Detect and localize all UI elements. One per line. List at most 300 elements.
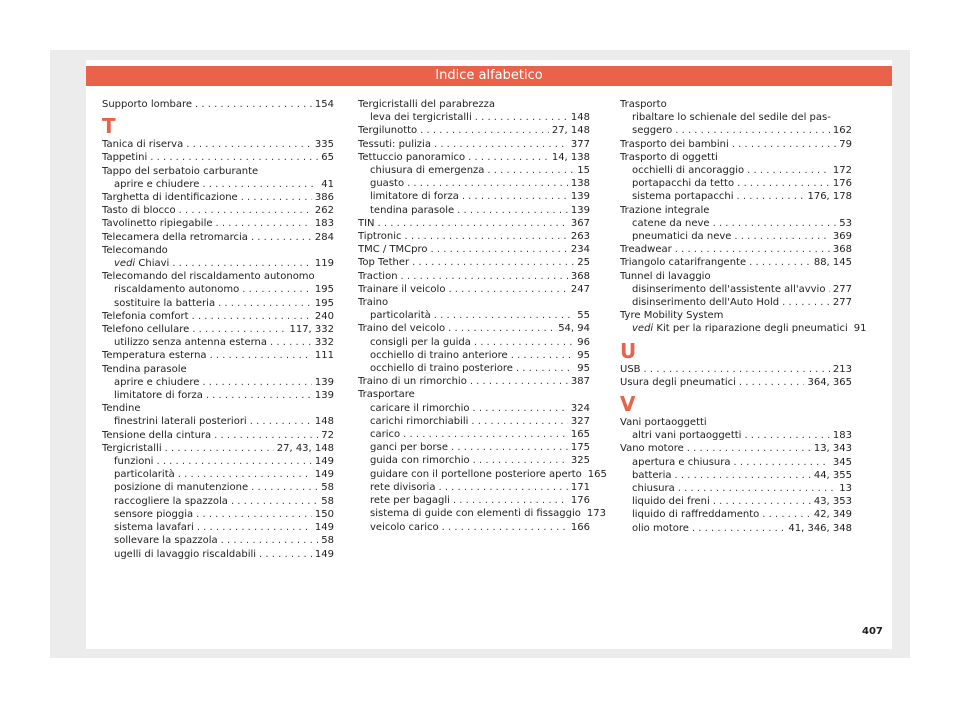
index-heading bbox=[358, 296, 590, 309]
index-heading bbox=[620, 270, 852, 283]
dot-leader bbox=[468, 151, 549, 164]
index-subentry bbox=[620, 124, 852, 137]
dot-leader bbox=[270, 336, 312, 349]
entry-label: riscaldamento autonomo bbox=[114, 284, 240, 296]
index-entry bbox=[620, 138, 852, 151]
index-subentry bbox=[358, 190, 590, 203]
entry-label: funzioni bbox=[114, 456, 154, 468]
dot-leader bbox=[487, 164, 574, 177]
index-entry bbox=[358, 256, 590, 269]
entry-label: catene da neve bbox=[632, 217, 710, 229]
entry-label: Trasporto di oggetti bbox=[620, 151, 718, 163]
entry-label bbox=[632, 322, 848, 335]
index-heading bbox=[620, 204, 852, 217]
dot-leader bbox=[644, 363, 830, 376]
index-entry bbox=[102, 151, 334, 164]
index-subentry bbox=[102, 521, 334, 534]
entry-label: Vano motore bbox=[620, 443, 684, 455]
page-reference: 162 bbox=[832, 125, 852, 137]
dot-leader bbox=[179, 204, 312, 217]
index-subentry bbox=[358, 428, 590, 441]
dot-leader bbox=[442, 521, 568, 534]
index-subentry bbox=[620, 190, 852, 203]
page-reference: 53 bbox=[839, 217, 852, 229]
dot-leader bbox=[762, 508, 811, 521]
entry-label: Top Tether bbox=[358, 257, 410, 269]
index-subentry bbox=[620, 456, 852, 469]
index-subentry bbox=[358, 494, 590, 507]
section-letter: U bbox=[620, 338, 637, 363]
entry-label: pneumatici da neve bbox=[632, 231, 732, 243]
entry-label: aprire e chiudere bbox=[114, 376, 200, 388]
entry-label: Trasporto dei bambini bbox=[620, 138, 729, 150]
entry-label: Tettuccio panoramico bbox=[358, 151, 466, 163]
index-subentry bbox=[620, 482, 852, 495]
dot-leader bbox=[475, 111, 568, 124]
dot-leader bbox=[749, 256, 811, 269]
entry-label: sostituire la batteria bbox=[114, 297, 216, 309]
entry-label: Targhetta di identificazione bbox=[102, 192, 238, 204]
page-reference: 95 bbox=[577, 349, 590, 361]
index-subentry bbox=[102, 336, 334, 349]
section-letter: T bbox=[102, 114, 116, 139]
dot-leader bbox=[747, 164, 830, 177]
entry-label: Temperatura esterna bbox=[102, 350, 207, 362]
index-entry bbox=[102, 310, 334, 323]
dot-leader bbox=[448, 283, 567, 296]
index-subentry bbox=[102, 468, 334, 481]
page-reference: 284 bbox=[314, 231, 334, 243]
dot-leader bbox=[221, 534, 319, 547]
entry-label: olio motore bbox=[632, 522, 689, 534]
page-reference: 166 bbox=[570, 521, 590, 533]
entry-label: utilizzo senza antenna esterna bbox=[114, 337, 268, 349]
dot-leader bbox=[744, 429, 829, 442]
page-reference: 325 bbox=[570, 455, 590, 467]
entry-label: TMC / TMCpro bbox=[358, 244, 428, 256]
page-reference: 65 bbox=[321, 152, 334, 164]
entry-label: occhiello di traino posteriore bbox=[370, 363, 513, 375]
dot-leader bbox=[473, 454, 568, 467]
page-reference: 213 bbox=[832, 363, 852, 375]
entry-label: rete divisoria bbox=[370, 481, 436, 493]
entry-label: chiusura bbox=[632, 483, 675, 495]
dot-leader bbox=[453, 494, 568, 507]
page-reference: 117, 332 bbox=[289, 324, 334, 336]
dot-leader bbox=[739, 376, 805, 389]
dot-leader bbox=[202, 178, 318, 191]
entry-label: limitatore di forza bbox=[114, 390, 203, 402]
entry-label: Tappo del serbatoio carburante bbox=[102, 165, 259, 177]
dot-leader bbox=[216, 217, 312, 230]
entry-label: TIN bbox=[358, 217, 375, 229]
dot-leader bbox=[675, 469, 811, 482]
entry-label: caricare il rimorchio bbox=[370, 402, 470, 414]
dot-leader bbox=[218, 297, 312, 310]
entry-label: sistema portapacchi bbox=[632, 191, 734, 203]
dot-leader bbox=[156, 455, 311, 468]
index-subentry bbox=[358, 349, 590, 362]
dot-leader bbox=[687, 442, 811, 455]
dot-leader bbox=[250, 415, 312, 428]
index-subentry bbox=[620, 522, 852, 535]
index-subentry bbox=[358, 402, 590, 415]
index-entry bbox=[358, 124, 590, 137]
page-reference: 149 bbox=[314, 548, 334, 560]
page-reference: 14, 138 bbox=[551, 151, 590, 163]
dot-leader bbox=[516, 362, 574, 375]
index-entry bbox=[358, 322, 590, 335]
entry-label: Trazione integrale bbox=[620, 204, 710, 216]
index-entry bbox=[358, 375, 590, 388]
page-reference: 335 bbox=[314, 139, 334, 151]
page-reference: 149 bbox=[314, 522, 334, 534]
entry-label: disinserimento dell'assistente all'avvio bbox=[632, 283, 826, 295]
entry-label: Tanica di riserva bbox=[102, 139, 184, 151]
dot-leader bbox=[214, 429, 318, 442]
index-entry bbox=[358, 217, 590, 230]
index-subentry bbox=[620, 495, 852, 508]
dot-leader bbox=[431, 243, 568, 256]
index-subentry bbox=[102, 297, 334, 310]
dot-leader bbox=[438, 481, 567, 494]
dot-leader bbox=[150, 151, 318, 164]
entry-label: finestrini laterali posteriori bbox=[114, 416, 247, 428]
dot-leader bbox=[186, 138, 312, 151]
index-subentry bbox=[358, 362, 590, 375]
page-reference: 154 bbox=[314, 99, 334, 110]
index-entry bbox=[620, 442, 852, 455]
page-reference: 195 bbox=[314, 297, 334, 309]
page-reference: 176, 178 bbox=[807, 191, 852, 203]
index-subentry bbox=[358, 309, 590, 322]
dot-leader bbox=[732, 138, 836, 151]
entry-label: posizione di manutenzione bbox=[114, 482, 249, 494]
index-subentry bbox=[102, 178, 334, 191]
page-reference: 42, 349 bbox=[813, 509, 852, 521]
index-entry bbox=[102, 138, 334, 151]
entry-label: ugelli di lavaggio riscaldabili bbox=[114, 548, 257, 560]
index-heading bbox=[620, 98, 852, 111]
index-subentry bbox=[358, 481, 590, 494]
dot-leader bbox=[470, 375, 568, 388]
page-number: 407 bbox=[862, 626, 883, 637]
page-reference: 139 bbox=[570, 204, 590, 216]
index-subentry bbox=[358, 177, 590, 190]
page-reference: 176 bbox=[570, 495, 590, 507]
index-subentry bbox=[620, 164, 852, 177]
dot-leader bbox=[434, 309, 575, 322]
index-subentry bbox=[620, 322, 867, 335]
entry-label: occhiello di traino anteriore bbox=[370, 349, 508, 361]
page-reference: 41, 346, 348 bbox=[788, 522, 852, 534]
dot-leader bbox=[782, 296, 830, 309]
dot-leader bbox=[192, 310, 312, 323]
index-entry bbox=[358, 243, 590, 256]
index-subentry bbox=[358, 336, 590, 349]
entry-label: Telecomando bbox=[102, 244, 168, 256]
dot-leader bbox=[231, 495, 318, 508]
entry-label: aprire e chiudere bbox=[114, 178, 200, 190]
page-reference: 13, 343 bbox=[813, 443, 852, 455]
entry-label: Tergicristalli bbox=[102, 442, 162, 454]
entry-label: Trainare il veicolo bbox=[358, 283, 446, 295]
entry-label: veicolo carico bbox=[370, 521, 439, 533]
page-reference: 44, 355 bbox=[813, 469, 852, 481]
page-reference: 368 bbox=[570, 270, 590, 282]
index-entry bbox=[620, 243, 852, 256]
entry-label: Tessuti: pulizia bbox=[358, 138, 431, 150]
page-reference: 150 bbox=[314, 508, 334, 520]
entry-label: USB bbox=[620, 363, 641, 375]
page-reference: 139 bbox=[314, 376, 334, 388]
entry-label: Vani portaoggetti bbox=[620, 417, 707, 429]
index-entry bbox=[102, 429, 334, 442]
index-subentry bbox=[620, 429, 852, 442]
entry-label: Telefonia comfort bbox=[102, 310, 189, 322]
entry-label: rete per bagagli bbox=[370, 495, 450, 507]
dot-leader bbox=[401, 270, 568, 283]
dot-leader bbox=[192, 323, 286, 336]
page-reference: 148 bbox=[570, 112, 590, 124]
entry-label: Traino bbox=[358, 297, 389, 309]
entry-label: Telefono cellulare bbox=[102, 324, 190, 336]
dot-leader bbox=[737, 190, 805, 203]
entry-label: Treadwear bbox=[620, 244, 672, 256]
index-entry bbox=[102, 349, 334, 362]
index-column-1 bbox=[102, 98, 334, 561]
index-heading bbox=[620, 151, 852, 164]
page-reference: 138 bbox=[570, 178, 590, 190]
entry-label: Usura degli pneumatici bbox=[620, 376, 736, 388]
entry-label: disinserimento dell'Auto Hold bbox=[632, 297, 780, 309]
page-reference: 176 bbox=[832, 178, 852, 190]
index-subentry bbox=[358, 111, 590, 124]
page-reference: 79 bbox=[839, 138, 852, 150]
index-column-2 bbox=[358, 98, 607, 534]
see-reference: vedi bbox=[632, 323, 654, 335]
page-reference: 72 bbox=[321, 429, 334, 441]
entry-label: Telecomando del riscaldamento autonomo bbox=[102, 271, 315, 283]
entry-label: Tyre Mobility System bbox=[620, 310, 724, 322]
entry-label: leva dei tergicristalli bbox=[370, 112, 472, 124]
dot-leader bbox=[178, 468, 312, 481]
page-title: Indice alfabetico bbox=[435, 68, 543, 83]
index-entry bbox=[102, 98, 334, 111]
entry-label: portapacchi da tetto bbox=[632, 178, 735, 190]
page-reference: 183 bbox=[832, 430, 852, 442]
entry-label: carichi rimorchiabili bbox=[370, 415, 469, 427]
index-subentry bbox=[620, 217, 852, 230]
entry-label: guasto bbox=[370, 178, 405, 190]
entry-label: Supporto lombare bbox=[102, 99, 192, 110]
index-subentry bbox=[358, 507, 606, 520]
index-entry bbox=[102, 191, 334, 204]
dot-leader bbox=[251, 481, 318, 494]
page-reference: 148 bbox=[314, 416, 334, 428]
index-entry bbox=[620, 256, 852, 269]
dot-leader bbox=[737, 177, 830, 190]
dot-leader bbox=[434, 138, 568, 151]
index-heading bbox=[102, 244, 334, 257]
page-reference: 111 bbox=[314, 350, 334, 362]
index-subentry bbox=[620, 469, 852, 482]
dot-leader bbox=[378, 217, 568, 230]
page-reference: 119 bbox=[314, 258, 334, 270]
dot-leader bbox=[474, 336, 574, 349]
entry-label: chiusura di emergenza bbox=[370, 165, 485, 177]
index-subentry bbox=[102, 257, 334, 270]
page-reference: 91 bbox=[853, 323, 867, 335]
page-reference: 240 bbox=[314, 310, 334, 322]
index-heading bbox=[102, 270, 334, 283]
page-reference: 183 bbox=[314, 218, 334, 230]
dot-leader bbox=[713, 495, 811, 508]
entry-label: batteria bbox=[632, 469, 672, 481]
page-reference: 234 bbox=[570, 244, 590, 256]
page-reference: 327 bbox=[570, 415, 590, 427]
page-reference: 195 bbox=[314, 284, 334, 296]
dot-leader bbox=[251, 231, 312, 244]
entry-label: ganci per borse bbox=[370, 442, 448, 454]
entry-label: particolarità bbox=[114, 469, 175, 481]
dot-leader bbox=[210, 349, 312, 362]
entry-label: Traino del veicolo bbox=[358, 323, 446, 335]
entry-label-text: Chiavi bbox=[138, 258, 170, 270]
dot-leader bbox=[407, 177, 568, 190]
entry-label: Tappetini bbox=[102, 152, 148, 164]
index-subentry bbox=[102, 415, 334, 428]
index-entry bbox=[358, 283, 590, 296]
header-bar bbox=[86, 66, 892, 86]
index-entry bbox=[102, 442, 334, 455]
entry-label: Tavolinetto ripiegabile bbox=[102, 218, 213, 230]
index-subentry bbox=[102, 376, 334, 389]
index-entry bbox=[358, 270, 590, 283]
dot-leader bbox=[241, 191, 312, 204]
index-subentry bbox=[102, 534, 334, 547]
index-heading bbox=[358, 388, 590, 401]
entry-label: sistema lavafari bbox=[114, 522, 194, 534]
page-reference: 149 bbox=[314, 469, 334, 481]
entry-label: Traction bbox=[358, 270, 398, 282]
dot-leader bbox=[172, 257, 312, 270]
index-entry bbox=[358, 230, 590, 243]
index-subentry bbox=[620, 230, 852, 243]
page-reference: 96 bbox=[577, 336, 590, 348]
entry-label: Tasto di blocco bbox=[102, 205, 176, 217]
entry-label: Triangolo catarifrangente bbox=[620, 257, 747, 269]
index-entry bbox=[620, 363, 852, 376]
see-reference: vedi bbox=[114, 258, 136, 270]
dot-leader bbox=[678, 482, 837, 495]
page-reference: 27, 43, 148 bbox=[276, 442, 334, 454]
page-reference: 149 bbox=[314, 456, 334, 468]
page-reference: 332 bbox=[314, 337, 334, 349]
page-reference: 364, 365 bbox=[807, 376, 852, 388]
dot-leader bbox=[457, 204, 568, 217]
dot-leader bbox=[462, 190, 568, 203]
index-heading bbox=[620, 416, 852, 429]
page-reference: 13 bbox=[839, 483, 852, 495]
entry-label: sollevare la spazzola bbox=[114, 535, 218, 547]
entry-label: Telecamera della retromarcia bbox=[102, 231, 248, 243]
page-reference: 367 bbox=[570, 217, 590, 229]
dot-leader bbox=[206, 389, 312, 402]
dot-leader bbox=[195, 98, 312, 111]
index-column-3 bbox=[620, 98, 867, 535]
index-entry bbox=[358, 138, 590, 151]
page-reference: 262 bbox=[314, 205, 334, 217]
page-reference: 165 bbox=[570, 429, 590, 441]
entry-label bbox=[114, 257, 169, 270]
index-subentry bbox=[102, 495, 334, 508]
index-heading bbox=[102, 402, 334, 415]
entry-label: Tergilunotto bbox=[358, 125, 418, 137]
dot-leader bbox=[420, 124, 549, 137]
entry-label: limitatore di forza bbox=[370, 191, 459, 203]
index-entry bbox=[102, 323, 334, 336]
entry-label: Traino di un rimorchio bbox=[358, 376, 467, 388]
page-reference: 377 bbox=[570, 138, 590, 150]
page-reference: 58 bbox=[321, 482, 334, 494]
index-subentry bbox=[102, 548, 334, 561]
page-reference: 277 bbox=[832, 297, 852, 309]
entry-label: guidare con il portellone posteriore aperto bbox=[370, 468, 582, 480]
entry-label: Trasportare bbox=[358, 389, 415, 401]
entry-label: Trasporto bbox=[620, 99, 667, 110]
entry-label: guida con rimorchio bbox=[370, 455, 470, 467]
index-subentry bbox=[358, 468, 607, 481]
dot-leader bbox=[734, 230, 829, 243]
page-reference: 55 bbox=[577, 310, 590, 322]
page-reference: 175 bbox=[570, 442, 590, 454]
index-subentry bbox=[620, 296, 852, 309]
index-subentry bbox=[102, 283, 334, 296]
index-entry bbox=[102, 204, 334, 217]
index-entry bbox=[358, 151, 590, 164]
entry-label: apertura e chiusura bbox=[632, 456, 731, 468]
dot-leader bbox=[412, 256, 574, 269]
page-reference: 247 bbox=[570, 283, 590, 295]
index-subentry bbox=[358, 204, 590, 217]
page-reference: 58 bbox=[321, 535, 334, 547]
page-reference: 27, 148 bbox=[551, 125, 590, 137]
page-reference: 368 bbox=[832, 244, 852, 256]
dot-leader bbox=[675, 124, 830, 137]
page-reference: 41 bbox=[321, 178, 334, 190]
page-reference: 387 bbox=[570, 376, 590, 388]
dot-leader bbox=[242, 283, 312, 296]
dot-leader bbox=[404, 230, 567, 243]
index-subentry bbox=[358, 521, 590, 534]
entry-label: ribaltare lo schienale del sedile del pas- bbox=[632, 112, 831, 124]
index-subentry bbox=[620, 111, 852, 124]
entry-label: Tergicristalli del parabrezza bbox=[358, 99, 495, 110]
page-reference: 172 bbox=[832, 165, 852, 177]
entry-label: particolarità bbox=[370, 310, 431, 322]
page-reference: 324 bbox=[570, 402, 590, 414]
entry-label: raccogliere la spazzola bbox=[114, 495, 228, 507]
dot-leader bbox=[196, 508, 312, 521]
index-subentry bbox=[358, 441, 590, 454]
dot-leader bbox=[734, 456, 830, 469]
dot-leader bbox=[403, 428, 568, 441]
index-heading bbox=[102, 363, 334, 376]
page-reference: 54, 94 bbox=[558, 323, 590, 335]
entry-label: Tensione della cintura bbox=[102, 429, 212, 441]
page-reference: 43, 353 bbox=[813, 496, 852, 508]
